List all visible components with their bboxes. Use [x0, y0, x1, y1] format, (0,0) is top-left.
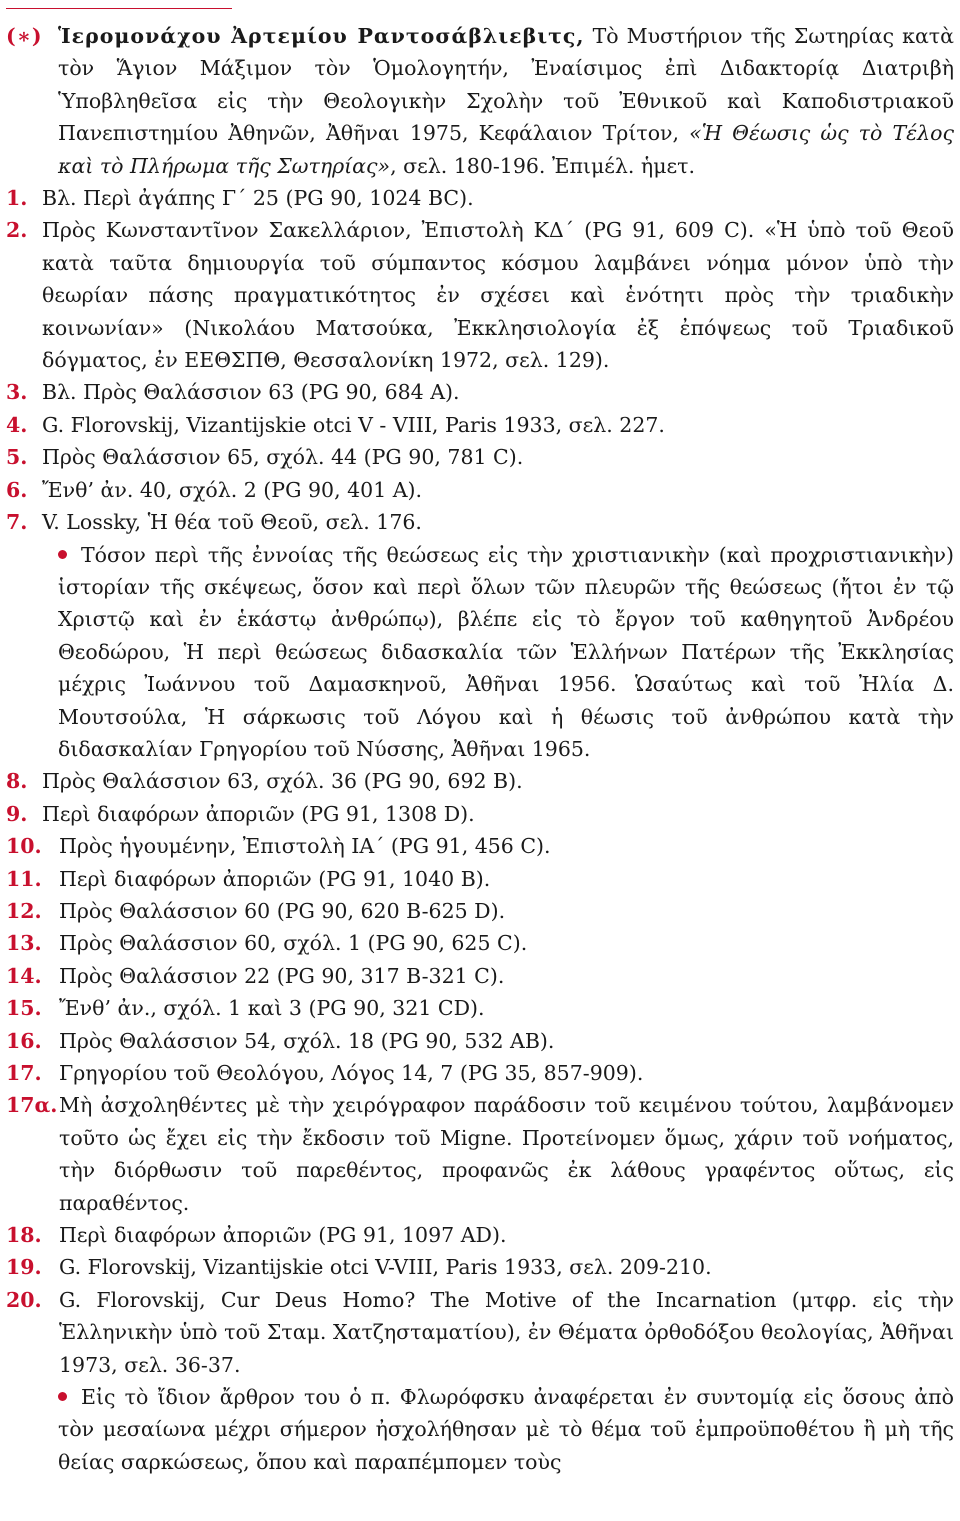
footnote-number: 3. — [6, 380, 28, 405]
footnote-number: 4. — [6, 412, 28, 437]
footnote-number: 5. — [6, 445, 28, 470]
footnote-11 — [6, 863, 954, 895]
footnote-20 — [6, 1284, 954, 1381]
footnote-17a — [6, 1089, 954, 1219]
bullet-icon — [58, 1392, 67, 1401]
footnote-text: Πρὸς Θαλάσσιον 54, σχόλ. 18 (PG 90, 532 AB). — [59, 1028, 555, 1053]
footnote-text: Πρὸς Θαλάσσιον 65, σχόλ. 44 (PG 90, 781 C). — [42, 445, 524, 470]
footnote-number: 15. — [6, 996, 42, 1021]
footnote-9 — [6, 798, 954, 830]
footnote-8 — [6, 765, 954, 797]
bullet-icon — [58, 550, 67, 559]
footnote-text: Μὴ ἀσχοληθέντες μὲ τὴν χειρόγραφον παράδοσιν τοῦ κειμένου τούτου, λαμβάνομεν τοῦτο ὡς ἔχει εἰς τὴν ἔκδοσιν τοῦ Migne. Προτείνομεν ὅμως, χάριν τοῦ νοήματος, τὴν διόρθωσιν τοῦ παρεθέντος, προφανῶς ἐκ λάθους γραφέντος οὕτως, εἰς παραθέντος. — [59, 1093, 954, 1215]
footnote-2 — [6, 214, 954, 376]
footnote-number: 9. — [6, 801, 28, 826]
footnote-separator-rule — [6, 8, 232, 9]
footnote-number: 10. — [6, 834, 42, 859]
footnote-text: , σελ. 180-196. Ἐπιμέλ. ἡμετ. — [390, 153, 695, 178]
footnote-number: 1. — [6, 186, 28, 211]
footnote-10 — [6, 830, 954, 862]
footnote-number: 17. — [6, 1061, 42, 1085]
footnote-number: 14. — [6, 963, 42, 988]
footnote-text: Πρὸς Κωνσταντῖνον Σακελλάριον, Ἐπιστολὴ ΚΔ΄ (PG 91, 609 C). «Ἡ ὑπὸ τοῦ Θεοῦ κατὰ ταῦτα δημιουργία τοῦ σύμπαντος κόσμου λαμβάνει νόημα μόνον ὑπὸ τὴν θεωρίαν πάσης πραγματικότητος ἐν σχέσει καὶ ἑνότητι πρὸς τὴν τριαδικὴν κοινωνίαν» (Νικολάου Ματσούκα, Ἐκκλησιολογία ἐξ ἐπόψεως τοῦ Τριαδικοῦ δόγματος, ἐν ΕΕΘΣΠΘ, Θεσσαλονίκη 1972, σελ. 129). — [42, 218, 954, 373]
footnote-6 — [6, 474, 954, 506]
footnote-text: G. Florovskij, Cur Deus Homo? The Motive of the Incarnation (μτφρ. εἰς τὴν Ἑλληνικὴν ὑπὸ τοῦ Σταμ. Χατζησταματίου), ἐν Θέματα ὀρθοδόξου θεολογίας, Ἀθῆναι 1973, σελ. 36-37. — [59, 1287, 954, 1377]
footnote-18 — [6, 1219, 954, 1251]
footnote-13 — [6, 927, 954, 959]
footnote-author: Ἱερομονάχου Ἀρτεμίου Ραντοσάβλιεβιτς, — [58, 24, 585, 48]
footnote-number: 19. — [6, 1255, 42, 1280]
footnote-text: Πρὸς Θαλάσσιον 22 (PG 90, 317 B-321 C). — [59, 963, 505, 988]
footnote-text: G. Florovskij, Vizantijskie otci V-VIII, Paris 1933, σελ. 209-210. — [59, 1255, 712, 1280]
footnote-text: Πρὸς ἡγουμένην, Ἐπιστολὴ ΙΑ΄ (PG 91, 456 C). — [59, 834, 551, 859]
footnote-text: Περὶ διαφόρων ἀποριῶν (PG 91, 1040 B). — [59, 866, 491, 891]
footnote-12 — [6, 895, 954, 927]
footnote-number: 12. — [6, 898, 42, 923]
chapter-title: «Ἡ Θέωσις ὡς τὸ Τέλος καὶ τὸ Πλήρωμα τῆς Σωτηρίας» — [58, 121, 954, 178]
footnote-number: 2. — [6, 218, 28, 243]
footnote-19 — [6, 1251, 954, 1283]
footnotes — [6, 20, 954, 1478]
footnote-number: 20. — [6, 1287, 42, 1312]
footnote-text: Βλ. Πρὸς Θαλάσσιον 63 (PG 90, 684 A). — [42, 380, 460, 405]
footnote-16 — [6, 1025, 954, 1057]
footnote-number: 11. — [6, 866, 42, 891]
bullet-note-text: Εἰς τὸ ἴδιον ἄρθρον του ὁ π. Φλωρόφσκυ ἀναφέρεται ἐν συντομίᾳ εἰς ὅσους ἀπὸ τὸν μεσαίωνα μέχρι σήμερον ἠσχολήθησαν μὲ τὸ θέμα τοῦ ἐμπροϋποθέτου ἢ μὴ τῆς θείας σαρκώσεως, ὅπου καὶ παραπέμπομεν τοὺς — [58, 1385, 954, 1474]
footnote-text: V. Lossky, Ἡ θέα τοῦ Θεοῦ, σελ. 176. — [42, 510, 422, 535]
footnote-4 — [6, 409, 954, 441]
footnote-number: 17α. — [6, 1093, 58, 1118]
footnote-7 — [6, 506, 954, 538]
footnote-number: 18. — [6, 1223, 42, 1248]
footnote-1 — [6, 182, 954, 214]
bullet-note-2 — [6, 1381, 954, 1478]
footnote-number: 16. — [6, 1028, 42, 1053]
header-footnote — [6, 20, 954, 182]
footnote-text: Ἔνθ’ ἀν. 40, σχόλ. 2 (PG 90, 401 A). — [42, 477, 423, 502]
footnote-5 — [6, 441, 954, 473]
footnote-14 — [6, 960, 954, 992]
footnote-text: Βλ. Περὶ ἀγάπης Γ΄ 25 (PG 90, 1024 BC). — [42, 186, 474, 211]
footnote-text: Τὸ Μυστήριον τῆς Σωτηρίας κατὰ τὸν Ἅγιον Μάξιμον τὸν Ὁμολογητήν, Ἐναίσιμος ἐπὶ Διδακτορίᾳ Διατριβὴ Ὑποβληθεῖσα εἰς τὴν Θεολογικὴν Σχολὴν τοῦ Ἐθνικοῦ καὶ Καποδιστριακοῦ Πανεπιστημίου Ἀθηνῶν, Ἀθῆναι 1975, Κεφάλαιον Τρίτον, — [58, 24, 954, 146]
footnote-text: Πρὸς Θαλάσσιον 60, σχόλ. 1 (PG 90, 625 C). — [59, 931, 528, 956]
footnote-text: Πρὸς Θαλάσσιον 60 (PG 90, 620 B-625 D). — [59, 898, 506, 923]
bullet-note-1 — [6, 539, 954, 766]
footnote-text: Ἔνθ’ ἀν., σχόλ. 1 καὶ 3 (PG 90, 321 CD). — [59, 996, 485, 1021]
footnote-text: Γρηγορίου τοῦ Θεολόγου, Λόγος 14, 7 (PG 35, 857-909). — [59, 1061, 644, 1085]
footnote-3 — [6, 376, 954, 408]
footnote-text: G. Florovskij, Vizantijskie otci V - VIII, Paris 1933, σελ. 227. — [42, 412, 665, 437]
footnote-text: Περὶ διαφόρων ἀποριῶν (PG 91, 1097 AD). — [59, 1223, 507, 1248]
footnote-17 — [6, 1057, 954, 1089]
footnote-number: 7. — [6, 510, 28, 535]
footnote-number: 8. — [6, 769, 28, 794]
footnote-15 — [6, 992, 954, 1024]
footnote-number: 6. — [6, 477, 28, 502]
footnote-text: Περὶ διαφόρων ἀποριῶν (PG 91, 1308 D). — [42, 801, 475, 826]
footnote-marker: (∗) — [6, 24, 43, 48]
footnote-number: 13. — [6, 931, 42, 956]
footnote-text: Πρὸς Θαλάσσιον 63, σχόλ. 36 (PG 90, 692 B). — [42, 769, 523, 794]
bullet-note-text: Τόσον περὶ τῆς ἐννοίας τῆς θεώσεως εἰς τὴν χριστιανικὴν (καὶ προχριστιανικὴν) ἱστορίαν τῆς σκέψεως, ὅσον καὶ περὶ ὅλων τῶν πλευρῶν τῆς θεώσεως (ἤτοι ἐν τῷ Χριστῷ καὶ ἐν ἑκάστῳ ἀνθρώπῳ), βλέπε εἰς τὸ ἔργον τοῦ καθηγητοῦ Ἀνδρέου Θεοδώρου, Ἡ περὶ θεώσεως διδασκαλία τῶν Ἑλλήνων Πατέρων τῆς Ἐκκλησίας μέχρις Ἰωάννου τοῦ Δαμασκηνοῦ, Ἀθῆναι 1956. Ὡσαύτως καὶ τοῦ Ἠλία Δ. Μουτσούλα, Ἡ σάρκωσις τοῦ Λόγου καὶ ἡ θέωσις τοῦ ἀνθρώπου κατὰ τὴν διδασκαλίαν Γρηγορίου τοῦ Νύσσης, Ἀθῆναι 1965. — [58, 542, 954, 761]
